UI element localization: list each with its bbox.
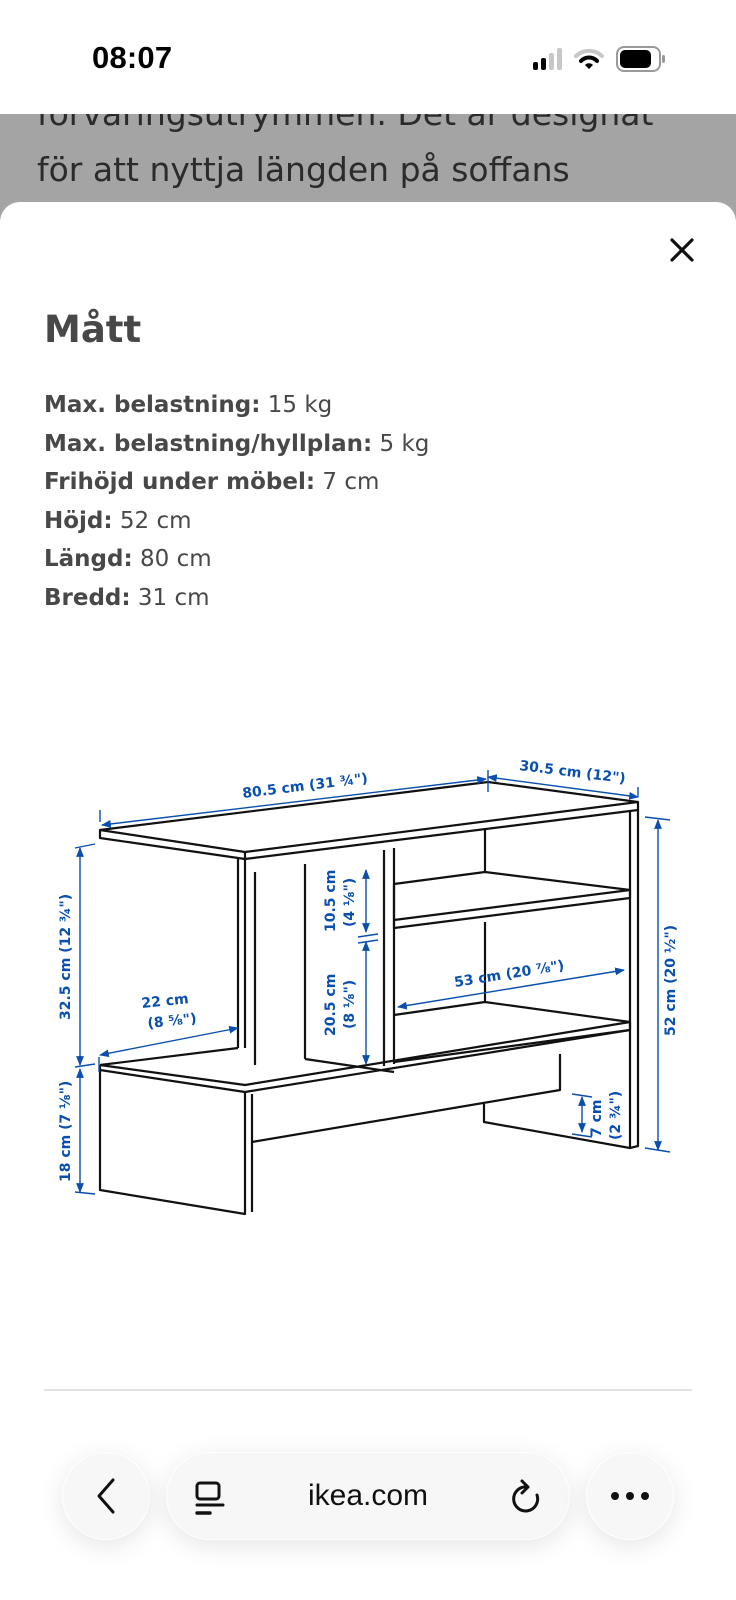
dimensions-sheet (0, 202, 736, 1600)
status-time: 08:07 (92, 40, 173, 75)
dimension-lines (75, 770, 670, 1194)
url-text: ikea.com (307, 1479, 429, 1512)
close-icon (664, 232, 700, 268)
spec-value: 7 cm (322, 469, 380, 495)
spec-label: Bredd: (44, 584, 131, 611)
spec-item (44, 425, 429, 464)
more-icon (610, 1491, 650, 1501)
section-divider (44, 1389, 692, 1391)
address-bar[interactable] (166, 1452, 570, 1540)
spec-item (44, 386, 429, 425)
status-icons (533, 46, 666, 72)
spec-value: 15 kg (267, 392, 333, 418)
more-button[interactable] (586, 1452, 674, 1540)
cellular-signal-icon (533, 48, 562, 70)
spec-item (44, 463, 429, 502)
upper-height-label: 32.5 cm (12 ¾") (58, 893, 74, 1020)
spec-list (44, 386, 429, 617)
clearance-label: 7 cm (589, 1099, 605, 1137)
close-button[interactable] (664, 232, 700, 268)
spec-value: 5 kg (379, 430, 430, 457)
spec-label: Frihöjd under möbel: (44, 469, 316, 495)
spec-item (44, 579, 429, 618)
battery-icon (616, 46, 666, 72)
middle-compartment-in-label: (8 ⅛") (342, 979, 358, 1029)
middle-compartment-label: 20.5 cm (323, 973, 339, 1036)
spec-value: 52 cm (119, 507, 192, 534)
chevron-left-icon (93, 1476, 119, 1516)
spec-item (44, 502, 429, 541)
lower-height-label: 18 cm (7 ⅛") (58, 1080, 74, 1182)
spec-label: Längd: (44, 546, 133, 572)
spec-value: 80 cm (140, 546, 212, 572)
top-compartment-in-label: (4 ⅛") (342, 877, 358, 927)
spec-label: Max. belastning: (44, 392, 261, 418)
shelf-width-label: 53 cm (20 ⅞") (453, 957, 566, 991)
total-height-label: 52 cm (20 ½") (663, 924, 679, 1036)
wifi-icon (574, 48, 604, 70)
spec-value: 31 cm (137, 584, 210, 611)
sheet-title: Mått (44, 308, 142, 351)
spec-label: Max. belastning/hyllplan: (44, 430, 373, 457)
step-depth-label: 22 cm (140, 991, 190, 1012)
backdrop-text-line: för att nyttja längden på soffans (37, 150, 570, 189)
spec-label: Höjd: (44, 507, 113, 534)
step-depth-in-label: (8 ⅝") (146, 1010, 198, 1032)
length-label: 80.5 cm (31 ¾") (241, 770, 369, 802)
reload-icon[interactable] (509, 1479, 543, 1517)
dimension-diagram (50, 742, 690, 1222)
spec-item (44, 540, 429, 579)
reader-mode-icon[interactable] (193, 1481, 227, 1517)
depth-label: 30.5 cm (12") (518, 758, 627, 787)
browser-toolbar (0, 1400, 736, 1600)
dimension-labels (58, 758, 679, 1182)
back-button[interactable] (62, 1452, 150, 1540)
top-compartment-label: 10.5 cm (323, 869, 339, 932)
clearance-in-label: (2 ¾") (608, 1090, 624, 1140)
status-bar (0, 0, 736, 114)
